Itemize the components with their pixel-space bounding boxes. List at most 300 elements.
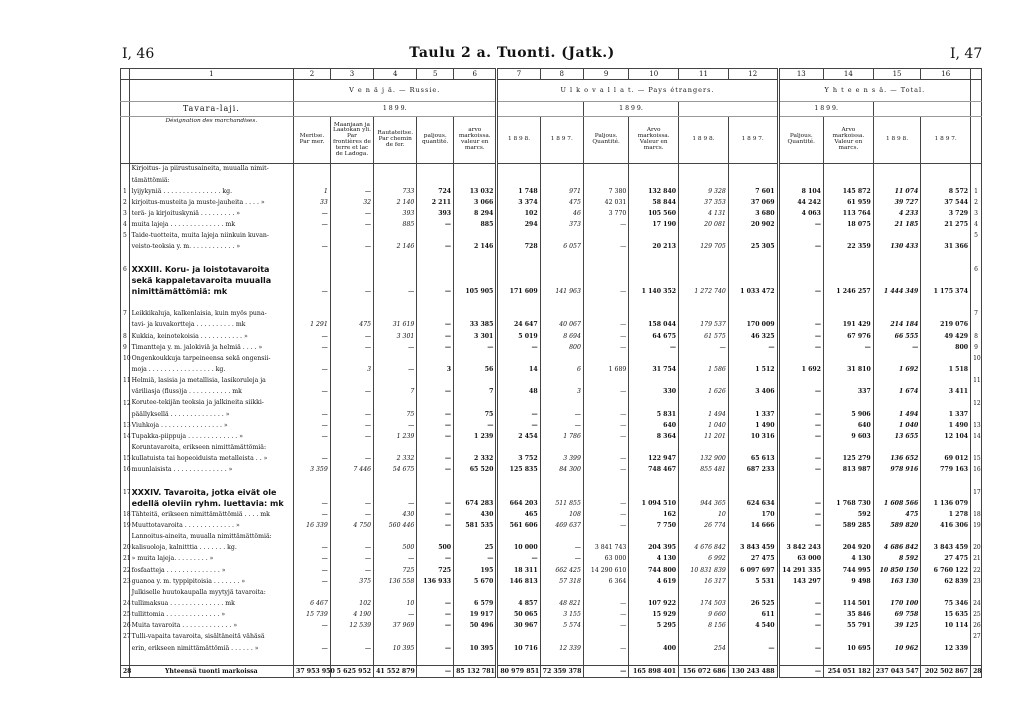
cell-value: 393 bbox=[374, 209, 417, 220]
cell-value: — bbox=[374, 287, 417, 298]
cell-value: 8 572 bbox=[921, 186, 971, 197]
row-number bbox=[121, 320, 130, 331]
cell-value: 6 057 bbox=[540, 242, 583, 253]
cell-value: 20 081 bbox=[679, 220, 729, 231]
cell-value: — bbox=[583, 465, 628, 476]
cell-value: 1 094 510 bbox=[629, 498, 679, 509]
cell-value bbox=[679, 532, 729, 543]
cell-value: 6 760 122 bbox=[921, 565, 971, 576]
cell-value: 1 337 bbox=[728, 409, 778, 420]
cell-value: 15 929 bbox=[629, 610, 679, 621]
cell-value: 9 328 bbox=[679, 186, 729, 197]
cell-value: 61 575 bbox=[679, 331, 729, 342]
cell-value bbox=[374, 476, 417, 487]
table-row bbox=[121, 365, 982, 376]
column-index-row bbox=[121, 69, 982, 80]
cell-value: — bbox=[778, 598, 823, 609]
cell-value: 125 835 bbox=[497, 465, 540, 476]
cell-value bbox=[294, 231, 331, 242]
cell-value bbox=[629, 654, 679, 666]
cell-value: — bbox=[417, 454, 454, 465]
header-laatokan: Maanjaan ja Laatokan yli. Par frontières de terre et lac de Ladoga. bbox=[330, 117, 373, 164]
cell-value bbox=[330, 587, 373, 598]
cell-value: — bbox=[778, 242, 823, 253]
cell-value bbox=[497, 175, 540, 186]
cell-value: 42 031 bbox=[583, 197, 628, 208]
cell-value: 1 494 bbox=[873, 409, 921, 420]
cell-value bbox=[583, 253, 628, 264]
year-header-row bbox=[121, 102, 982, 117]
cell-value: 475 bbox=[873, 509, 921, 520]
cell-value: — bbox=[417, 420, 454, 431]
cell-value: 8 592 bbox=[873, 554, 921, 565]
row-number-right: 16 bbox=[971, 465, 982, 476]
cell-value bbox=[921, 298, 971, 309]
cell-value: 1 786 bbox=[540, 431, 583, 442]
cell-value: — bbox=[294, 498, 331, 509]
cell-value: 1 239 bbox=[374, 431, 417, 442]
cell-value bbox=[540, 632, 583, 643]
cell-value bbox=[728, 164, 778, 176]
cell-value bbox=[540, 476, 583, 487]
cell-value bbox=[778, 175, 823, 186]
cell-value: 69 758 bbox=[873, 610, 921, 621]
col-index: 12 bbox=[728, 69, 778, 80]
cell-value: — bbox=[417, 554, 454, 565]
cell-value: 12 539 bbox=[330, 621, 373, 632]
cell-value: 3 406 bbox=[728, 387, 778, 398]
row-number: 2 bbox=[121, 197, 130, 208]
cell-value: 254 bbox=[679, 643, 729, 654]
cell-value: 125 279 bbox=[824, 454, 874, 465]
row-number-right: 24 bbox=[971, 598, 982, 609]
cell-value bbox=[778, 264, 823, 275]
table-row bbox=[121, 186, 982, 197]
cell-value: — bbox=[778, 387, 823, 398]
cell-value: 202 502 867 bbox=[921, 666, 971, 678]
cell-value bbox=[629, 487, 679, 498]
cell-value: 5 531 bbox=[728, 576, 778, 587]
cell-value bbox=[454, 532, 497, 543]
cell-value bbox=[921, 264, 971, 275]
header-1897: 1 8 9 7. bbox=[540, 117, 583, 164]
cell-value bbox=[497, 309, 540, 320]
cell-value bbox=[454, 264, 497, 275]
cell-value bbox=[330, 654, 373, 666]
cell-value: 141 963 bbox=[540, 287, 583, 298]
cell-value bbox=[583, 476, 628, 487]
header-arvo: arvo markoissa. valeur en marcs. bbox=[454, 117, 497, 164]
row-number bbox=[121, 164, 130, 176]
cell-value bbox=[921, 253, 971, 264]
cell-value bbox=[294, 164, 331, 176]
cell-value: 640 bbox=[824, 420, 874, 431]
cell-value bbox=[873, 376, 921, 387]
cell-value bbox=[679, 175, 729, 186]
cell-value: 129 705 bbox=[679, 242, 729, 253]
cell-value bbox=[497, 298, 540, 309]
row-number-right: 22 bbox=[971, 565, 982, 576]
col-index: 6 bbox=[454, 69, 497, 80]
cell-value bbox=[921, 398, 971, 409]
row-label: Yhteensä tuonti markoissa bbox=[129, 666, 293, 678]
group-header-row bbox=[121, 80, 982, 102]
cell-value: 72 359 378 bbox=[540, 666, 583, 678]
cell-value: 130 433 bbox=[873, 242, 921, 253]
cell-value: 13 655 bbox=[873, 431, 921, 442]
cell-value bbox=[330, 443, 373, 454]
cell-value: 589 285 bbox=[824, 521, 874, 532]
row-number bbox=[121, 409, 130, 420]
cell-value: — bbox=[294, 342, 331, 353]
cell-value: 4 857 bbox=[497, 598, 540, 609]
cell-value: 62 839 bbox=[921, 576, 971, 587]
cell-value bbox=[330, 398, 373, 409]
cell-value: 64 675 bbox=[629, 331, 679, 342]
cell-value bbox=[629, 298, 679, 309]
cell-value bbox=[583, 275, 628, 286]
cell-value: — bbox=[330, 420, 373, 431]
cell-value: 375 bbox=[330, 576, 373, 587]
cell-value: — bbox=[583, 331, 628, 342]
cell-value bbox=[583, 231, 628, 242]
cell-value: — bbox=[417, 498, 454, 509]
table-row bbox=[121, 554, 982, 565]
cell-value: 3 729 bbox=[921, 209, 971, 220]
row-number: 19 bbox=[121, 521, 130, 532]
cell-value bbox=[540, 164, 583, 176]
cell-value bbox=[873, 164, 921, 176]
table-row bbox=[121, 654, 982, 666]
cell-value bbox=[294, 298, 331, 309]
cell-value: — bbox=[497, 342, 540, 353]
cell-value: 31 810 bbox=[824, 365, 874, 376]
cell-value bbox=[824, 264, 874, 275]
row-label: muunlaisista . . . . . . . . . . . . . . » bbox=[129, 465, 293, 476]
header-arvo-v: Arvo markoissa. Valeur en marcs. bbox=[824, 117, 874, 164]
row-label: sekä kappaletavaroita muualla bbox=[129, 275, 293, 286]
cell-value: 3 301 bbox=[374, 331, 417, 342]
cell-value: 3 843 459 bbox=[921, 543, 971, 554]
cell-value: — bbox=[294, 576, 331, 587]
cell-value: 674 283 bbox=[454, 498, 497, 509]
group-foreign: U l k o v a l l a t. — Pays étrangers. bbox=[497, 80, 778, 102]
cell-value bbox=[417, 298, 454, 309]
cell-value bbox=[679, 253, 729, 264]
row-number-right bbox=[971, 164, 982, 176]
cell-value: 728 bbox=[497, 242, 540, 253]
cell-value bbox=[583, 443, 628, 454]
cell-value: — bbox=[294, 242, 331, 253]
cell-value: — bbox=[417, 521, 454, 532]
cell-value bbox=[374, 164, 417, 176]
cell-value bbox=[417, 253, 454, 264]
table-row bbox=[121, 610, 982, 621]
cell-value: 30 967 bbox=[497, 621, 540, 632]
cell-value: 67 976 bbox=[824, 331, 874, 342]
row-number-right bbox=[971, 643, 982, 654]
row-number: 8 bbox=[121, 331, 130, 342]
cell-value: 57 318 bbox=[540, 576, 583, 587]
cell-value bbox=[728, 231, 778, 242]
table-row bbox=[121, 164, 982, 176]
cell-value: 1 626 bbox=[679, 387, 729, 398]
cell-value: — bbox=[583, 610, 628, 621]
cell-value: 725 bbox=[417, 565, 454, 576]
cell-value bbox=[921, 164, 971, 176]
cell-value bbox=[294, 632, 331, 643]
cell-value: 54 675 bbox=[374, 465, 417, 476]
cell-value bbox=[778, 275, 823, 286]
cell-value: 687 233 bbox=[728, 465, 778, 476]
cell-value: 75 bbox=[374, 409, 417, 420]
table-row bbox=[121, 320, 982, 331]
cell-value bbox=[824, 253, 874, 264]
cell-value: — bbox=[497, 554, 540, 565]
cell-value: — bbox=[497, 409, 540, 420]
row-number: 22 bbox=[121, 565, 130, 576]
table-row bbox=[121, 509, 982, 520]
cell-value: — bbox=[778, 643, 823, 654]
cell-value: — bbox=[778, 409, 823, 420]
cell-value bbox=[497, 632, 540, 643]
row-number: 24 bbox=[121, 598, 130, 609]
cell-value: 136 933 bbox=[417, 576, 454, 587]
row-number-right: 19 bbox=[971, 521, 982, 532]
cell-value bbox=[454, 231, 497, 242]
cell-value: 8 294 bbox=[454, 209, 497, 220]
cell-value: 2 140 bbox=[374, 197, 417, 208]
cell-value: 145 872 bbox=[824, 186, 874, 197]
cell-value: 855 481 bbox=[679, 465, 729, 476]
cell-value bbox=[497, 398, 540, 409]
table-row bbox=[121, 298, 982, 309]
table-row bbox=[121, 275, 982, 286]
cell-value bbox=[540, 532, 583, 543]
row-label bbox=[129, 298, 293, 309]
header-1897: 1 8 9 7. bbox=[728, 117, 778, 164]
cell-value: 254 051 182 bbox=[824, 666, 874, 678]
cell-value: 1 689 bbox=[583, 365, 628, 376]
table-row bbox=[121, 476, 982, 487]
row-number bbox=[121, 287, 130, 298]
cell-value bbox=[330, 632, 373, 643]
cell-value: 6 579 bbox=[454, 598, 497, 609]
row-number: 11 bbox=[121, 376, 130, 387]
cell-value bbox=[583, 309, 628, 320]
cell-value: 39 125 bbox=[873, 621, 921, 632]
cell-value: — bbox=[778, 342, 823, 353]
cell-value bbox=[330, 376, 373, 387]
row-number-right bbox=[971, 298, 982, 309]
row-number: 27 bbox=[121, 632, 130, 643]
cell-value: 122 947 bbox=[629, 454, 679, 465]
row-number-right: 23 bbox=[971, 576, 982, 587]
col-index: 10 bbox=[629, 69, 679, 80]
cell-value bbox=[294, 275, 331, 286]
cell-value: — bbox=[374, 498, 417, 509]
cell-value bbox=[728, 443, 778, 454]
cell-value bbox=[778, 654, 823, 666]
cell-value: 3 411 bbox=[921, 387, 971, 398]
year-1899-total: 1 8 9 9. bbox=[778, 102, 873, 117]
col-index: 13 bbox=[778, 69, 823, 80]
table-row bbox=[121, 387, 982, 398]
cell-value: 33 bbox=[294, 197, 331, 208]
cell-value bbox=[728, 353, 778, 364]
cell-value bbox=[454, 376, 497, 387]
cell-value bbox=[921, 376, 971, 387]
cell-value bbox=[540, 231, 583, 242]
cell-value: 1 692 bbox=[778, 365, 823, 376]
cell-value: — bbox=[330, 543, 373, 554]
row-number-right bbox=[971, 498, 982, 509]
row-label: tämättömiä: bbox=[129, 175, 293, 186]
cell-value: 204 395 bbox=[629, 543, 679, 554]
cell-value: 589 820 bbox=[873, 521, 921, 532]
cell-value: 9 603 bbox=[824, 431, 874, 442]
header-1898: 1 8 9 8. bbox=[873, 117, 921, 164]
cell-value bbox=[497, 532, 540, 543]
cell-value bbox=[629, 398, 679, 409]
cell-value: — bbox=[778, 498, 823, 509]
cell-value: — bbox=[417, 220, 454, 231]
cell-value bbox=[679, 632, 729, 643]
cell-value: 14 bbox=[497, 365, 540, 376]
row-label: Tähteitä, erikseen nimittämättömiä . . . . mk bbox=[129, 509, 293, 520]
cell-value: — bbox=[417, 509, 454, 520]
cell-value: — bbox=[294, 365, 331, 376]
cell-value: — bbox=[330, 209, 373, 220]
cell-value: — bbox=[330, 454, 373, 465]
cell-value bbox=[921, 654, 971, 666]
row-number: 5 bbox=[121, 231, 130, 242]
cell-value bbox=[824, 353, 874, 364]
table-row bbox=[121, 253, 982, 264]
cell-value: 143 297 bbox=[778, 576, 823, 587]
cell-value: 3 155 bbox=[540, 610, 583, 621]
col-index: 9 bbox=[583, 69, 628, 80]
cell-value: — bbox=[417, 409, 454, 420]
cell-value: — bbox=[417, 387, 454, 398]
cell-value bbox=[294, 353, 331, 364]
cell-value bbox=[873, 231, 921, 242]
cell-value bbox=[294, 476, 331, 487]
row-number-right bbox=[971, 654, 982, 666]
cell-value: — bbox=[540, 409, 583, 420]
row-number-right: 11 bbox=[971, 376, 982, 387]
row-number bbox=[121, 587, 130, 598]
cell-value bbox=[824, 443, 874, 454]
cell-value: 37 353 bbox=[679, 197, 729, 208]
cell-value: — bbox=[583, 431, 628, 442]
table-row bbox=[121, 264, 982, 275]
cell-value: 2 454 bbox=[497, 431, 540, 442]
cell-value: 624 634 bbox=[728, 498, 778, 509]
cell-value: 1 490 bbox=[728, 420, 778, 431]
cell-value: 4 686 842 bbox=[873, 543, 921, 554]
cell-value: 4 540 bbox=[728, 621, 778, 632]
cell-value bbox=[497, 487, 540, 498]
cell-value bbox=[454, 487, 497, 498]
cell-value: 3 843 459 bbox=[728, 543, 778, 554]
cell-value: 31 754 bbox=[629, 365, 679, 376]
cell-value: 10 316 bbox=[728, 431, 778, 442]
cell-value bbox=[294, 487, 331, 498]
cell-value bbox=[679, 443, 729, 454]
cell-value: 204 920 bbox=[824, 543, 874, 554]
cell-value: — bbox=[778, 331, 823, 342]
cell-value: 748 467 bbox=[629, 465, 679, 476]
cell-value: 1 490 bbox=[921, 420, 971, 431]
cell-value: 170 bbox=[728, 509, 778, 520]
cell-value: 156 072 686 bbox=[679, 666, 729, 678]
cell-value bbox=[873, 398, 921, 409]
cell-value: 592 bbox=[824, 509, 874, 520]
cell-value: 500 bbox=[374, 543, 417, 554]
cell-value: 31 366 bbox=[921, 242, 971, 253]
row-number-right: 21 bbox=[971, 554, 982, 565]
cell-value: 1 239 bbox=[454, 431, 497, 442]
cell-value: — bbox=[583, 454, 628, 465]
cell-value bbox=[824, 164, 874, 176]
cell-value bbox=[497, 264, 540, 275]
cell-value bbox=[728, 309, 778, 320]
cell-value bbox=[294, 587, 331, 598]
cell-value bbox=[778, 353, 823, 364]
cell-value bbox=[583, 353, 628, 364]
cell-value: 20 902 bbox=[728, 220, 778, 231]
cell-value bbox=[583, 532, 628, 543]
cell-value: 2 332 bbox=[454, 454, 497, 465]
cell-value: 3 841 743 bbox=[583, 543, 628, 554]
cell-value bbox=[679, 298, 729, 309]
col-index: 11 bbox=[679, 69, 729, 80]
col-index: 14 bbox=[824, 69, 874, 80]
cell-value bbox=[873, 175, 921, 186]
cell-value: 1 674 bbox=[873, 387, 921, 398]
cell-value bbox=[417, 353, 454, 364]
cell-value: 61 959 bbox=[824, 197, 874, 208]
cell-value bbox=[873, 275, 921, 286]
cell-value bbox=[330, 353, 373, 364]
cell-value: 1 040 bbox=[679, 420, 729, 431]
cell-value: — bbox=[497, 420, 540, 431]
cell-value bbox=[824, 175, 874, 186]
cell-value bbox=[728, 253, 778, 264]
table-row bbox=[121, 197, 982, 208]
cell-value: 56 bbox=[454, 365, 497, 376]
cell-value bbox=[629, 175, 679, 186]
cell-value: — bbox=[778, 287, 823, 298]
cell-value: — bbox=[417, 465, 454, 476]
cell-value: — bbox=[374, 554, 417, 565]
cell-value bbox=[374, 264, 417, 275]
row-number-right bbox=[971, 365, 982, 376]
row-number: 17 bbox=[121, 487, 130, 498]
cell-value: 18 311 bbox=[497, 565, 540, 576]
row-number-right: 14 bbox=[971, 431, 982, 442]
cell-value: — bbox=[778, 454, 823, 465]
cell-value: 1 272 740 bbox=[679, 287, 729, 298]
cell-value: 9 498 bbox=[824, 576, 874, 587]
cell-value: — bbox=[374, 420, 417, 431]
cell-value: — bbox=[294, 643, 331, 654]
cell-value bbox=[583, 654, 628, 666]
row-label: Muuttotavaroita . . . . . . . . . . . . . » bbox=[129, 521, 293, 532]
cell-value: 130 243 488 bbox=[728, 666, 778, 678]
cell-value: 44 242 bbox=[778, 197, 823, 208]
